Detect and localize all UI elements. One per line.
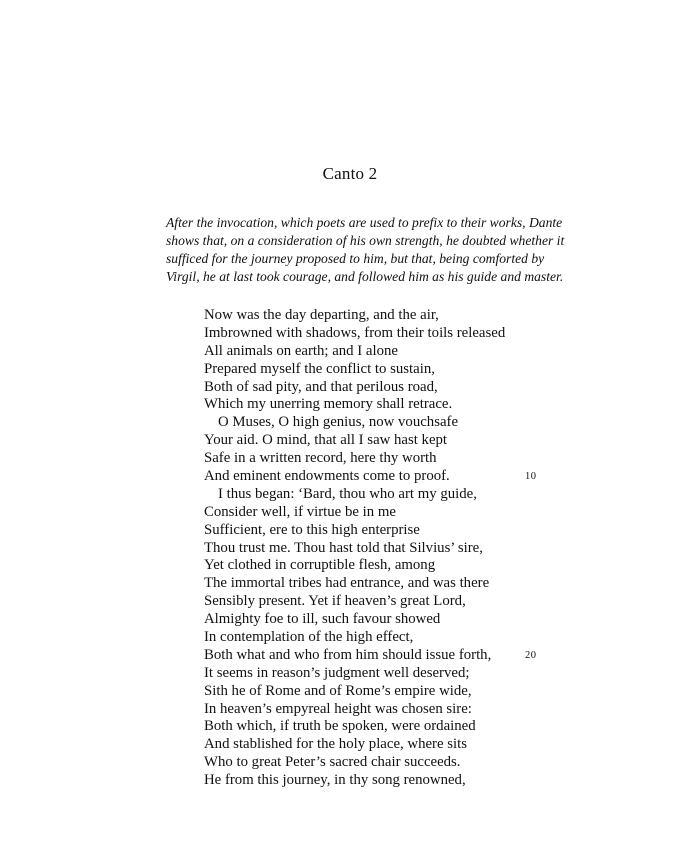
verse-text: And eminent endowments come to proof.: [204, 468, 450, 485]
verse-text: And stablished for the holy place, where sits: [204, 736, 467, 753]
canto-title: Canto 2: [322, 164, 378, 183]
verse-text: Both what and who from him should issue forth,: [204, 646, 492, 663]
verse-line: [204, 379, 544, 397]
verse-text: Which my unerring memory shall retrace.: [204, 396, 453, 413]
verse-line: [204, 504, 544, 522]
verse-line: [204, 629, 544, 647]
verse-text: The immortal tribes had entrance, and was there: [204, 575, 490, 592]
verse-line: [204, 540, 544, 558]
verse-line: [204, 754, 544, 772]
verse-text: He from this journey, in thy song renowned,: [204, 772, 466, 789]
verse-text: Sufficient, ere to this high enterprise: [204, 521, 420, 538]
line-number: 20: [525, 649, 537, 661]
verse-line: [204, 557, 544, 575]
verse-line: [204, 522, 544, 540]
verse-line: [204, 343, 544, 361]
poem-verses: [204, 307, 544, 790]
verse-line: [204, 647, 544, 665]
verse-line: [204, 325, 544, 343]
verse-line: [204, 611, 544, 629]
verse-line: [204, 486, 544, 504]
verse-text: Now was the day departing, and the air,: [204, 307, 439, 323]
argument-line: After the invocation, which poets are used to prefix to their works, Dante: [166, 215, 563, 230]
verse-text: Both of sad pity, and that perilous road,: [204, 378, 438, 395]
argument-line: sufficed for the journey proposed to him, but that, being comforted by: [166, 251, 545, 266]
verse-line: [204, 718, 544, 736]
verse-text: Imbrowned with shadows, from their toils released: [204, 324, 506, 341]
verse-text: Sith he of Rome and of Rome’s empire wide,: [204, 682, 472, 699]
verse-text: Who to great Peter’s sacred chair succeeds.: [204, 754, 461, 771]
verse-line: [204, 736, 544, 754]
verse-line: [204, 468, 544, 486]
canto-argument: [166, 214, 565, 286]
line-number: 10: [525, 471, 537, 483]
verse-text: I thus began: ‘Bard, thou who art my guide,: [218, 485, 477, 502]
verse-text: Safe in a written record, here thy worth: [204, 450, 437, 467]
verse-line: [204, 683, 544, 701]
verse-text: Sensibly present. Yet if heaven’s great Lord,: [204, 593, 466, 610]
verse-text: Your aid. O mind, that all I saw hast kept: [204, 432, 448, 449]
verse-text: Thou trust me. Thou hast told that Silvius’ sire,: [204, 539, 483, 556]
verse-text: In contemplation of the high effect,: [204, 629, 414, 646]
verse-text: All animals on earth; and I alone: [204, 342, 398, 359]
verse-line: [204, 414, 544, 432]
verse-line: [204, 575, 544, 593]
verse-text: It seems in reason’s judgment well deserved;: [204, 664, 470, 681]
verse-text: In heaven’s empyreal height was chosen sire:: [204, 700, 472, 717]
verse-text: Yet clothed in corruptible flesh, among: [204, 557, 436, 574]
verse-line: [204, 307, 544, 325]
verse-text: O Muses, O high genius, now vouchsafe: [218, 414, 459, 431]
verse-text: Prepared myself the conflict to sustain,: [204, 360, 435, 377]
argument-line: shows that, on a consideration of his own strength, he doubted whether it: [166, 233, 565, 248]
verse-line: [204, 361, 544, 379]
verse-line: [204, 772, 544, 790]
verse-text: Almighty foe to ill, such favour showed: [204, 611, 441, 628]
verse-text: Consider well, if virtue be in me: [204, 503, 396, 520]
verse-line: [204, 450, 544, 468]
verse-line: [204, 665, 544, 683]
verse-line: [204, 432, 544, 450]
verse-line: [204, 701, 544, 719]
argument-line: Virgil, he at last took courage, and followed him as his guide and master.: [166, 269, 564, 284]
verse-text: Both which, if truth be spoken, were ordained: [204, 718, 476, 735]
verse-line: [204, 396, 544, 414]
verse-line: [204, 593, 544, 611]
